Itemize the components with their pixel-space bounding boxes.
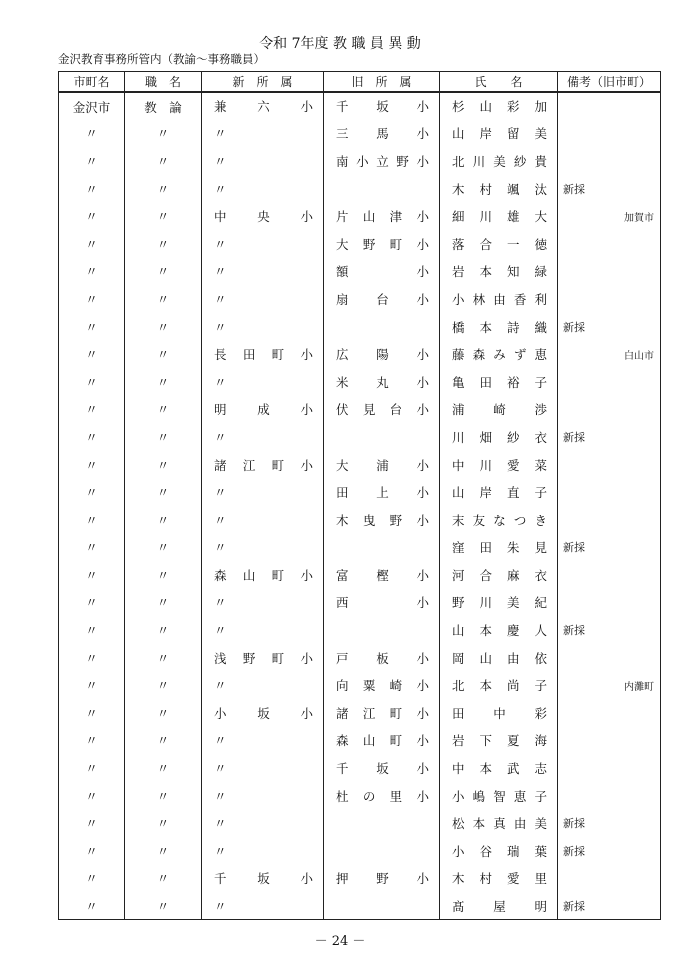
cell-city: 〃: [59, 285, 125, 313]
cell-name: 北川美紗貴: [440, 147, 558, 175]
table-row: [59, 727, 661, 755]
cell-name: 窪田朱見: [440, 534, 558, 562]
cell-old-school: 田上小: [324, 478, 440, 506]
cell-old-school: 大野町小: [324, 230, 440, 258]
cell-position: 〃: [125, 506, 202, 534]
cell-position: 〃: [125, 175, 202, 203]
cell-remarks: [558, 285, 661, 313]
cell-city: 〃: [59, 644, 125, 672]
column-header-name: 氏 名: [440, 72, 558, 93]
table-body: [59, 92, 661, 920]
cell-old-school: 西 小: [324, 589, 440, 617]
cell-city: 〃: [59, 699, 125, 727]
cell-city: 〃: [59, 368, 125, 396]
cell-new-school: 〃: [202, 671, 324, 699]
cell-name: 橋本詩織: [440, 313, 558, 341]
table-row: [59, 782, 661, 810]
cell-new-school: 〃: [202, 175, 324, 203]
cell-city: 〃: [59, 865, 125, 893]
table-row: [59, 616, 661, 644]
cell-remarks: [558, 368, 661, 396]
table-row: [59, 120, 661, 148]
table-row: [59, 423, 661, 451]
cell-city: 〃: [59, 175, 125, 203]
cell-name: 松本真由美: [440, 809, 558, 837]
cell-new-school: 〃: [202, 147, 324, 175]
cell-city: 〃: [59, 534, 125, 562]
cell-position: 〃: [125, 147, 202, 175]
table-header-row: [59, 72, 661, 93]
table-row: [59, 506, 661, 534]
cell-remarks: [558, 120, 661, 148]
table-row: [59, 147, 661, 175]
cell-new-school: 〃: [202, 616, 324, 644]
cell-name: 小嶋智恵子: [440, 782, 558, 810]
cell-remarks: 新採: [558, 175, 661, 203]
cell-remarks: [558, 230, 661, 258]
cell-old-school: 諸江町小: [324, 699, 440, 727]
cell-position: 〃: [125, 782, 202, 810]
cell-old-school: 広陽小: [324, 340, 440, 368]
cell-new-school: 〃: [202, 892, 324, 920]
cell-city: 〃: [59, 782, 125, 810]
cell-city: 〃: [59, 671, 125, 699]
cell-position: 〃: [125, 589, 202, 617]
cell-new-school: 〃: [202, 423, 324, 451]
cell-position: 〃: [125, 230, 202, 258]
cell-old-school: 三馬小: [324, 120, 440, 148]
cell-position: 〃: [125, 671, 202, 699]
cell-city: 〃: [59, 451, 125, 479]
cell-city: 〃: [59, 313, 125, 341]
table-row: [59, 202, 661, 230]
cell-position: 〃: [125, 754, 202, 782]
table-row: [59, 589, 661, 617]
cell-position: 〃: [125, 313, 202, 341]
cell-name: 中川愛菜: [440, 451, 558, 479]
table-row: [59, 92, 661, 120]
cell-remarks: 新採: [558, 423, 661, 451]
cell-new-school: 〃: [202, 727, 324, 755]
cell-remarks: [558, 782, 661, 810]
cell-new-school: 〃: [202, 589, 324, 617]
table-row: [59, 644, 661, 672]
cell-remarks: [558, 644, 661, 672]
cell-remarks: [558, 92, 661, 120]
cell-old-school: 富樫小: [324, 561, 440, 589]
cell-city: 〃: [59, 478, 125, 506]
cell-old-school: 片山津小: [324, 202, 440, 230]
cell-remarks: 加賀市: [558, 202, 661, 230]
cell-old-school: 米丸小: [324, 368, 440, 396]
cell-old-school: [324, 313, 440, 341]
cell-new-school: 〃: [202, 837, 324, 865]
table-row: [59, 396, 661, 424]
personnel-table: [58, 71, 661, 920]
cell-name: 山岸直子: [440, 478, 558, 506]
cell-new-school: 〃: [202, 120, 324, 148]
cell-remarks: [558, 506, 661, 534]
table-row: [59, 754, 661, 782]
table-row: [59, 699, 661, 727]
cell-position: 〃: [125, 285, 202, 313]
cell-new-school: 浅野町小: [202, 644, 324, 672]
cell-city: 〃: [59, 727, 125, 755]
cell-position: 〃: [125, 809, 202, 837]
cell-name: 亀田裕子: [440, 368, 558, 396]
table-row: [59, 671, 661, 699]
cell-remarks: [558, 754, 661, 782]
cell-remarks: 白山市: [558, 340, 661, 368]
cell-remarks: [558, 478, 661, 506]
cell-position: 〃: [125, 534, 202, 562]
cell-position: 〃: [125, 644, 202, 672]
cell-remarks: [558, 258, 661, 286]
cell-new-school: 〃: [202, 285, 324, 313]
cell-old-school: [324, 892, 440, 920]
cell-old-school: 南小立野小: [324, 147, 440, 175]
cell-position: 〃: [125, 727, 202, 755]
cell-position: 〃: [125, 561, 202, 589]
table-row: [59, 313, 661, 341]
cell-new-school: 〃: [202, 534, 324, 562]
cell-city: 〃: [59, 258, 125, 286]
cell-remarks: [558, 561, 661, 589]
cell-city: 〃: [59, 202, 125, 230]
cell-new-school: 〃: [202, 313, 324, 341]
cell-city: 〃: [59, 589, 125, 617]
cell-position: 〃: [125, 865, 202, 893]
cell-position: 〃: [125, 423, 202, 451]
cell-city: 〃: [59, 147, 125, 175]
cell-city: 〃: [59, 230, 125, 258]
cell-position: 〃: [125, 396, 202, 424]
cell-name: 細川雄大: [440, 202, 558, 230]
cell-old-school: 扇台小: [324, 285, 440, 313]
column-header-old-school: 旧 所 属: [324, 72, 440, 93]
cell-name: 北本尚子: [440, 671, 558, 699]
cell-new-school: 〃: [202, 368, 324, 396]
cell-name: 川畑紗衣: [440, 423, 558, 451]
cell-position: 教 論: [125, 92, 202, 120]
column-header-new-school: 新 所 属: [202, 72, 324, 93]
cell-city: 〃: [59, 809, 125, 837]
cell-name: 中本武志: [440, 754, 558, 782]
cell-new-school: 諸江町小: [202, 451, 324, 479]
cell-old-school: 大浦小: [324, 451, 440, 479]
table-row: [59, 478, 661, 506]
cell-old-school: 木曳野小: [324, 506, 440, 534]
cell-new-school: 〃: [202, 230, 324, 258]
cell-city: 〃: [59, 837, 125, 865]
cell-new-school: 明成小: [202, 396, 324, 424]
cell-city: 〃: [59, 120, 125, 148]
cell-new-school: 森山町小: [202, 561, 324, 589]
cell-city: 〃: [59, 340, 125, 368]
cell-new-school: 〃: [202, 258, 324, 286]
table-row: [59, 561, 661, 589]
cell-new-school: 〃: [202, 782, 324, 810]
cell-name: 小谷瑞葉: [440, 837, 558, 865]
cell-remarks: 新採: [558, 892, 661, 920]
cell-city: 〃: [59, 423, 125, 451]
cell-name: 落合一徳: [440, 230, 558, 258]
cell-new-school: 千坂小: [202, 865, 324, 893]
cell-old-school: 戸板小: [324, 644, 440, 672]
cell-name: 岩本知緑: [440, 258, 558, 286]
cell-name: 山岸留美: [440, 120, 558, 148]
cell-new-school: 中央小: [202, 202, 324, 230]
cell-name: 藤森みず恵: [440, 340, 558, 368]
cell-old-school: 杜の里小: [324, 782, 440, 810]
cell-new-school: 小坂小: [202, 699, 324, 727]
column-header-remarks: 備考（旧市町）: [558, 72, 661, 93]
cell-city: 〃: [59, 616, 125, 644]
table-row: [59, 258, 661, 286]
table-row: [59, 451, 661, 479]
cell-remarks: 新採: [558, 313, 661, 341]
cell-name: 田中彩: [440, 699, 558, 727]
cell-old-school: [324, 534, 440, 562]
cell-remarks: 新採: [558, 809, 661, 837]
cell-old-school: [324, 616, 440, 644]
cell-old-school: [324, 837, 440, 865]
table-row: [59, 368, 661, 396]
cell-remarks: [558, 147, 661, 175]
cell-position: 〃: [125, 478, 202, 506]
cell-remarks: [558, 727, 661, 755]
cell-remarks: 内灘町: [558, 671, 661, 699]
cell-remarks: 新採: [558, 837, 661, 865]
cell-name: 木村颯汰: [440, 175, 558, 203]
cell-position: 〃: [125, 368, 202, 396]
cell-old-school: 伏見台小: [324, 396, 440, 424]
table-row: [59, 230, 661, 258]
cell-new-school: 兼六小: [202, 92, 324, 120]
cell-city: 〃: [59, 396, 125, 424]
cell-old-school: 額 小: [324, 258, 440, 286]
cell-old-school: 千坂小: [324, 754, 440, 782]
cell-position: 〃: [125, 120, 202, 148]
page-number: － 24 －: [314, 934, 366, 949]
cell-new-school: 長田町小: [202, 340, 324, 368]
cell-name: 木村愛里: [440, 865, 558, 893]
cell-position: 〃: [125, 892, 202, 920]
table-row: [59, 175, 661, 203]
table-row: [59, 285, 661, 313]
cell-remarks: [558, 589, 661, 617]
table-row: [59, 837, 661, 865]
cell-new-school: 〃: [202, 478, 324, 506]
cell-position: 〃: [125, 616, 202, 644]
cell-city: 〃: [59, 561, 125, 589]
cell-name: 岡山由依: [440, 644, 558, 672]
cell-position: 〃: [125, 202, 202, 230]
cell-new-school: 〃: [202, 506, 324, 534]
cell-old-school: 千坂小: [324, 92, 440, 120]
cell-name: 浦崎渉: [440, 396, 558, 424]
column-header-position: 職 名: [125, 72, 202, 93]
table-row: [59, 340, 661, 368]
cell-name: 髙屋明: [440, 892, 558, 920]
cell-city: 〃: [59, 506, 125, 534]
cell-name: 河合麻衣: [440, 561, 558, 589]
cell-position: 〃: [125, 258, 202, 286]
cell-name: 小林由香利: [440, 285, 558, 313]
section-subtitle: 金沢教育事務所管内（教諭～事務職員）: [58, 52, 265, 66]
cell-remarks: 新採: [558, 616, 661, 644]
table-row: [59, 809, 661, 837]
cell-position: 〃: [125, 699, 202, 727]
cell-name: 末友なつき: [440, 506, 558, 534]
cell-new-school: 〃: [202, 809, 324, 837]
cell-remarks: [558, 865, 661, 893]
page-title: 令和 7年度 教 職 員 異 動: [259, 36, 421, 52]
cell-old-school: 森山町小: [324, 727, 440, 755]
cell-old-school: 向粟崎小: [324, 671, 440, 699]
cell-remarks: [558, 396, 661, 424]
column-header-city: 市町名: [59, 72, 125, 93]
cell-old-school: [324, 175, 440, 203]
table-row: [59, 865, 661, 893]
cell-position: 〃: [125, 837, 202, 865]
cell-old-school: 押野小: [324, 865, 440, 893]
cell-remarks: [558, 699, 661, 727]
cell-city: 〃: [59, 892, 125, 920]
cell-name: 杉山彩加: [440, 92, 558, 120]
cell-position: 〃: [125, 451, 202, 479]
cell-name: 岩下夏海: [440, 727, 558, 755]
cell-position: 〃: [125, 340, 202, 368]
cell-remarks: 新採: [558, 534, 661, 562]
cell-old-school: [324, 809, 440, 837]
cell-city: 〃: [59, 754, 125, 782]
cell-name: 野川美紀: [440, 589, 558, 617]
table-row: [59, 534, 661, 562]
cell-remarks: [558, 451, 661, 479]
cell-old-school: [324, 423, 440, 451]
cell-city: 金沢市: [59, 92, 125, 120]
cell-name: 山本慶人: [440, 616, 558, 644]
cell-new-school: 〃: [202, 754, 324, 782]
table-row: [59, 892, 661, 920]
